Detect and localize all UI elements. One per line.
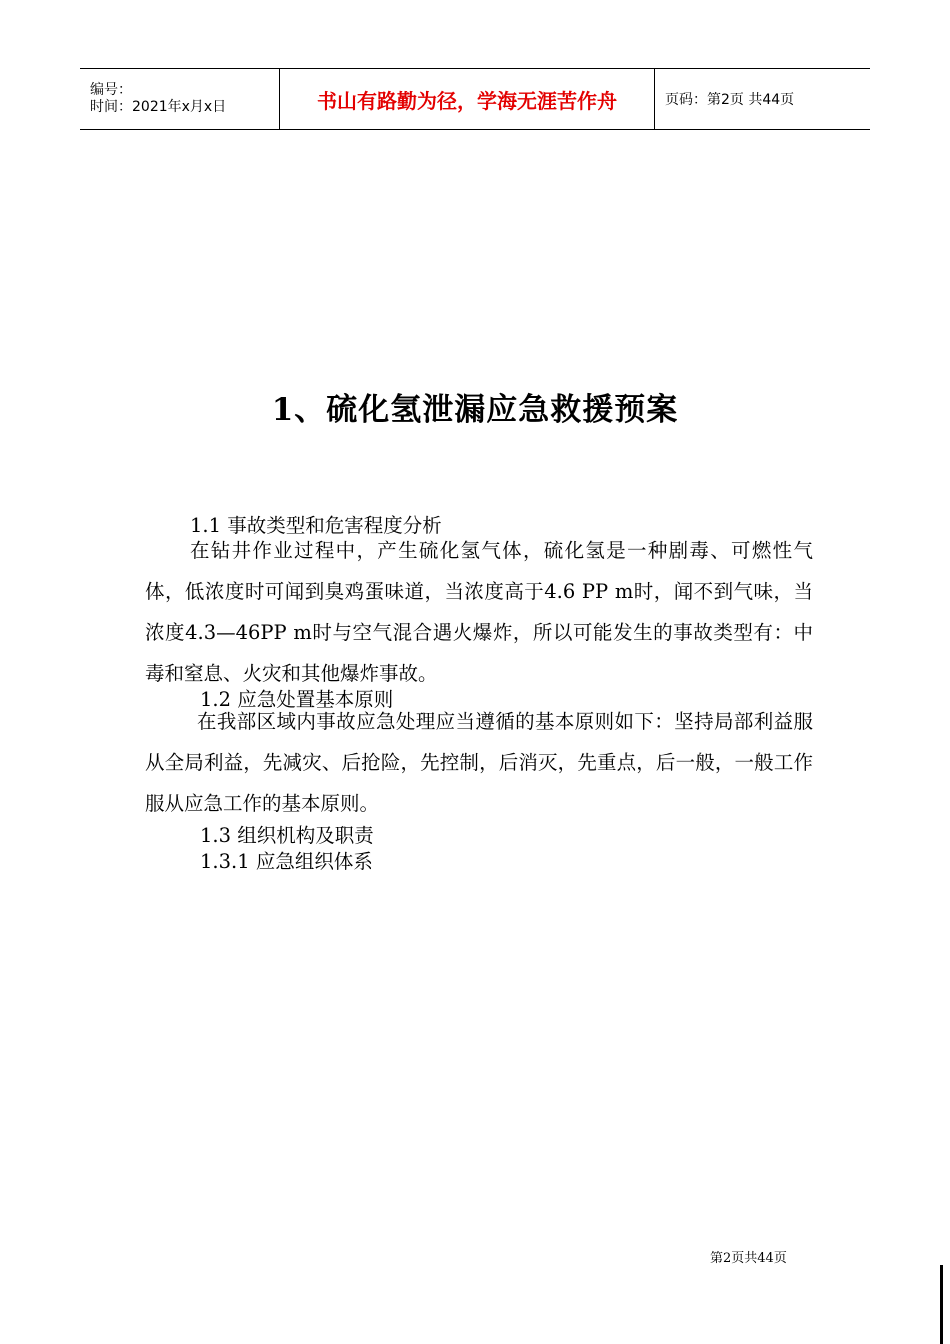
section-1-2-heading: 1.2 应急处置基本原则	[200, 688, 394, 711]
section-1-2-body: 在我部区域内事故应急处理应当遵循的基本原则如下：坚持局部利益服从全局利益，先减灾、后抢险，先控制，后消灭，先重点，后一般，一般工作服从应急工作的基本原则。	[145, 710, 813, 815]
section-1-1-body: 在钻井作业过程中，产生硫化氢气体，硫化氢是一种剧毒、可燃性气体，低浓度时可闻到臭鸡蛋味道，当浓度高于4.6 PP m时，闻不到气味，当浓度4.3—46PP m时与空气混合遇火爆炸，所以可能发生的事故类型有：中毒和窒息、火灾和其他爆炸事故。	[145, 539, 813, 685]
page-footer: 第2页共44页	[710, 1251, 787, 1266]
page-header	[80, 68, 870, 130]
header-page-number: 页码：第2页 共44页	[665, 92, 795, 108]
header-page-info	[655, 69, 870, 129]
document-time-label: 时间：2021年x月x日	[90, 99, 227, 115]
section-1-3-1-heading: 1.3.1 应急组织体系	[200, 850, 373, 873]
document-title: 1、硫化氢泄漏应急救援预案	[271, 392, 679, 428]
header-meta	[80, 69, 280, 129]
margin-bar	[940, 1265, 943, 1344]
header-motto	[280, 69, 655, 129]
section-1-1-heading: 1.1 事故类型和危害程度分析	[190, 514, 442, 537]
section-1-3-heading: 1.3 组织机构及职责	[200, 824, 374, 847]
motto-text: 书山有路勤为径，学海无涯苦作舟	[317, 88, 617, 113]
document-number-label: 编号：	[90, 82, 132, 98]
